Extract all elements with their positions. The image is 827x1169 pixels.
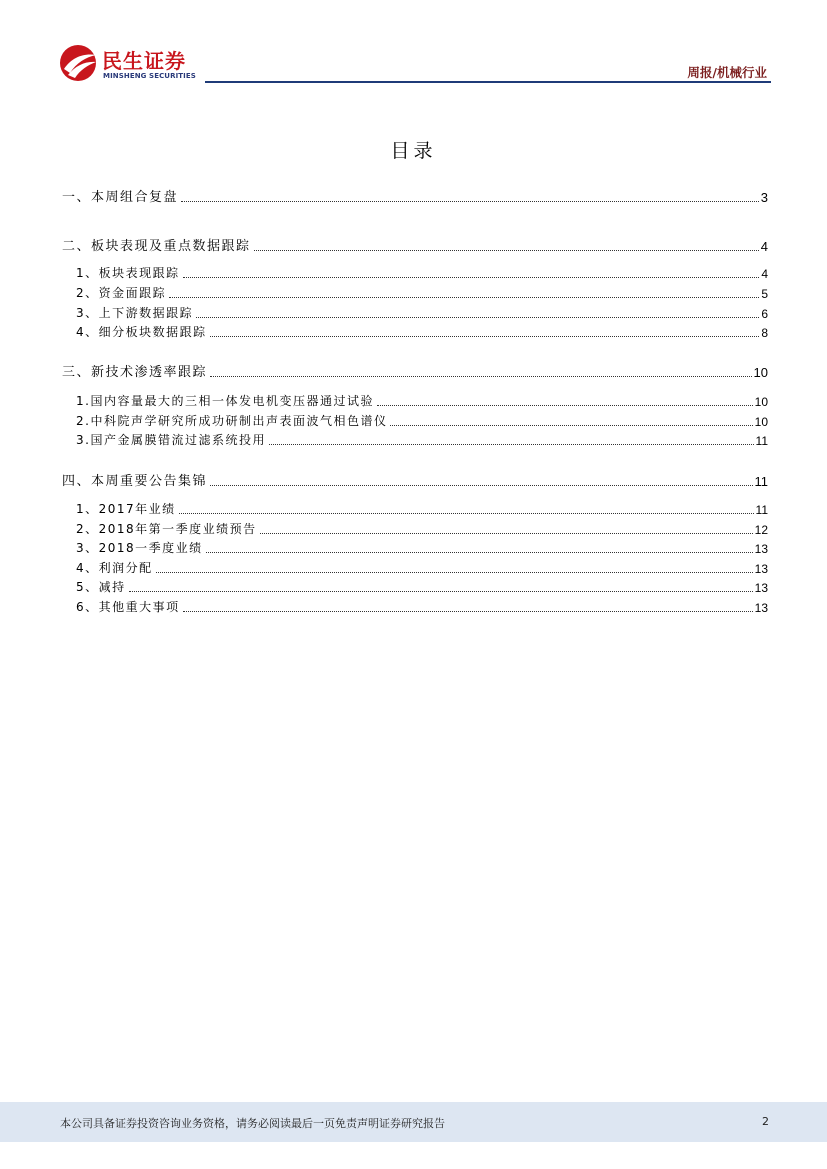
toc-entry-page: 11 bbox=[755, 503, 768, 517]
toc-leader-dots bbox=[210, 484, 752, 486]
header-divider bbox=[205, 81, 771, 83]
toc-leader-dots bbox=[206, 551, 753, 553]
toc-entry-page: 10 bbox=[754, 415, 768, 429]
toc-entry[interactable] bbox=[76, 599, 768, 615]
toc-entry-title: 四、本周重要公告集锦 bbox=[62, 474, 208, 489]
toc-entry[interactable] bbox=[76, 560, 768, 576]
toc-entry-title: 二、板块表现及重点数据跟踪 bbox=[62, 239, 251, 254]
toc-entry[interactable] bbox=[76, 521, 768, 537]
toc-entry-title: 3、2018一季度业绩 bbox=[76, 541, 203, 555]
toc-entry[interactable] bbox=[76, 432, 768, 448]
toc-entry-page: 12 bbox=[754, 523, 768, 537]
toc-entry-page: 13 bbox=[754, 542, 768, 556]
toc-entry-title: 6、其他重大事项 bbox=[76, 600, 180, 614]
logo-chinese-name: 民生证券 bbox=[102, 49, 186, 73]
company-logo bbox=[58, 43, 208, 83]
page-footer bbox=[0, 1102, 827, 1142]
toc-entry-page: 3 bbox=[760, 190, 768, 205]
toc-entry[interactable] bbox=[76, 265, 768, 281]
report-category: 周报/机械行业 bbox=[687, 65, 767, 80]
toc-title: 目录 bbox=[390, 140, 437, 162]
toc-leader-dots bbox=[183, 610, 753, 612]
toc-entry-title: 2.中科院声学研究所成功研制出声表面波气相色谱仪 bbox=[76, 414, 388, 428]
logo-english-name: MINSHENG SECURITIES bbox=[103, 72, 196, 80]
toc-leader-dots bbox=[377, 404, 753, 406]
toc-entry-title: 2、2018年第一季度业绩预告 bbox=[76, 522, 257, 536]
toc-entry-title: 1.国内容量最大的三相一体发电机变压器通过试验 bbox=[76, 394, 374, 408]
toc-entry-title: 4、利润分配 bbox=[76, 561, 153, 575]
toc-entry-page: 10 bbox=[754, 395, 768, 409]
toc-entry-title: 一、本周组合复盘 bbox=[62, 190, 179, 205]
toc-entry-page: 13 bbox=[754, 601, 768, 615]
toc-entry[interactable] bbox=[76, 393, 768, 409]
footer-disclaimer: 本公司具备证券投资咨询业务资格，请务必阅读最后一页免责声明证券研究报告 bbox=[60, 1117, 445, 1130]
toc-leader-dots bbox=[169, 296, 759, 298]
toc-leader-dots bbox=[210, 335, 760, 337]
toc-entry[interactable] bbox=[76, 285, 768, 301]
toc-entry-page: 6 bbox=[761, 307, 768, 321]
toc-entry-title: 1、板块表现跟踪 bbox=[76, 266, 180, 280]
toc-entry-page: 4 bbox=[761, 267, 768, 281]
toc-entry[interactable] bbox=[76, 540, 768, 556]
page-header bbox=[0, 0, 827, 90]
toc-leader-dots bbox=[390, 424, 752, 426]
toc-entry[interactable] bbox=[62, 236, 768, 254]
toc-leader-dots bbox=[129, 590, 753, 592]
toc-entry-page: 4 bbox=[760, 239, 768, 254]
toc-entry-page: 11 bbox=[755, 434, 768, 448]
toc-entry[interactable] bbox=[76, 324, 768, 340]
toc-entry-title: 5、减持 bbox=[76, 580, 126, 594]
toc-leader-dots bbox=[179, 512, 754, 514]
toc-entry-page: 8 bbox=[761, 326, 768, 340]
toc-leader-dots bbox=[260, 532, 753, 534]
toc-entry-title: 2、资金面跟踪 bbox=[76, 286, 167, 300]
toc-leader-dots bbox=[254, 249, 759, 251]
toc-entry[interactable] bbox=[76, 501, 768, 517]
toc-entry-page: 13 bbox=[754, 562, 768, 576]
minsheng-logo-icon bbox=[58, 43, 100, 83]
toc-leader-dots bbox=[183, 276, 760, 278]
toc-entry[interactable] bbox=[62, 471, 768, 489]
toc-entry-page: 10 bbox=[753, 365, 768, 380]
toc-entry-title: 三、新技术渗透率跟踪 bbox=[62, 365, 208, 380]
toc-entry[interactable] bbox=[76, 305, 768, 321]
toc-entry-page: 11 bbox=[754, 474, 768, 489]
toc-entry-title: 1、2017年业绩 bbox=[76, 502, 176, 516]
toc-entry[interactable] bbox=[62, 362, 768, 380]
toc-entry-title: 3.国产金属膜错流过滤系统投用 bbox=[76, 433, 266, 447]
toc-entry[interactable] bbox=[76, 579, 768, 595]
toc-entry-page: 5 bbox=[761, 287, 768, 301]
toc-entry[interactable] bbox=[62, 187, 768, 205]
toc-entry-title: 4、细分板块数据跟踪 bbox=[76, 325, 207, 339]
page-number: 2 bbox=[762, 1115, 769, 1128]
toc-leader-dots bbox=[269, 443, 754, 445]
toc-leader-dots bbox=[156, 571, 753, 573]
toc-leader-dots bbox=[196, 316, 759, 318]
toc-entry[interactable] bbox=[76, 413, 768, 429]
toc-entry-page: 13 bbox=[754, 581, 768, 595]
toc-leader-dots bbox=[181, 200, 759, 202]
toc-entry-title: 3、上下游数据跟踪 bbox=[76, 306, 194, 320]
toc-leader-dots bbox=[210, 375, 752, 377]
